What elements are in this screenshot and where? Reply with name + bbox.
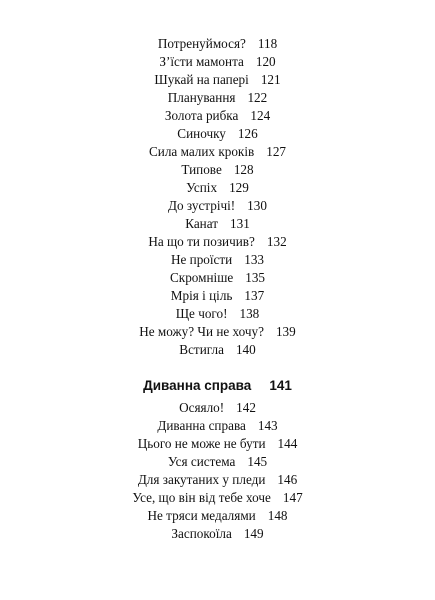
toc-entry-page: 131 — [230, 216, 250, 231]
toc-entry-title: Усе, що він від тебе хоче — [132, 490, 271, 505]
toc-entry-title: Мрія і ціль — [170, 288, 233, 303]
toc-entry-title: Не проїсти — [170, 252, 233, 267]
toc-entry — [0, 269, 435, 287]
toc-entry — [0, 89, 435, 107]
toc-entry-page: 130 — [247, 198, 267, 213]
toc-entry — [0, 107, 435, 125]
toc-entry — [0, 143, 435, 161]
toc-entry — [0, 251, 435, 269]
section-title: Диванна справа — [143, 378, 252, 393]
toc-entry-page: 126 — [237, 126, 258, 141]
toc-entry-page: 122 — [247, 90, 268, 105]
toc-entry-page: 135 — [245, 270, 265, 285]
toc-entry — [0, 287, 435, 305]
toc-entry-title: Ще чого! — [175, 306, 228, 321]
toc-entry — [0, 305, 435, 323]
toc-entry-title: Синочку — [177, 126, 226, 141]
toc-entry-page: 120 — [255, 54, 276, 69]
toc-entry-title: Сила малих кроків — [148, 144, 255, 159]
toc-entry-title: Уся система — [167, 454, 236, 469]
toc-entry — [0, 489, 435, 507]
toc-entry — [0, 323, 435, 341]
toc-entry-page: 127 — [266, 144, 286, 159]
toc-entry-page: 149 — [243, 526, 264, 541]
toc-entry — [0, 125, 435, 143]
toc-entry — [0, 161, 435, 179]
toc-entry — [0, 233, 435, 251]
toc-entry-page: 124 — [250, 108, 271, 123]
section-page: 141 — [269, 378, 292, 393]
toc-entry — [0, 71, 435, 89]
toc-entry-title: Потренуймося? — [157, 36, 246, 51]
toc-entry-title: До зустрічі! — [168, 198, 236, 213]
toc-entry — [0, 507, 435, 525]
toc-entry-page: 148 — [267, 508, 288, 523]
toc-entry-title: Планування — [167, 90, 236, 105]
toc-entry-title: Канат — [185, 216, 219, 231]
toc-entry-page: 132 — [266, 234, 287, 249]
toc-entry-page: 138 — [239, 306, 260, 321]
toc-entry-title: Типове — [181, 162, 222, 177]
section-heading — [0, 377, 435, 395]
toc-entry — [0, 399, 435, 417]
toc-entry-page: 128 — [233, 162, 254, 177]
toc-entry — [0, 341, 435, 359]
toc-entry-title: На що ти позичив? — [148, 234, 255, 249]
toc-entry-title: Успіх — [186, 180, 218, 195]
toc-entry-title: Для закутаних у пледи — [137, 472, 266, 487]
toc-entry — [0, 471, 435, 489]
toc-entry-page: 139 — [275, 324, 296, 339]
toc-entry — [0, 435, 435, 453]
toc-entry-page: 140 — [235, 342, 256, 357]
toc-entry — [0, 215, 435, 233]
toc-entry — [0, 417, 435, 435]
toc-entry-title: Осяяло! — [179, 400, 225, 415]
toc-entry-page: 146 — [277, 472, 298, 487]
toc-entry-title: Скромніше — [170, 270, 234, 285]
toc-entry-page: 129 — [229, 180, 249, 195]
toc-entry-title: Диванна справа — [157, 418, 246, 433]
toc-entry-title: Золота рибка — [164, 108, 239, 123]
toc-entry — [0, 525, 435, 543]
toc-entry-page: 133 — [244, 252, 265, 267]
toc-entry-page: 147 — [282, 490, 303, 505]
toc-entry-title: Не тряси медалями — [147, 508, 256, 523]
toc-entry — [0, 197, 435, 215]
toc-entry-page: 137 — [244, 288, 265, 303]
toc-entry-page: 121 — [260, 72, 281, 87]
toc-entry-title: Встигла — [179, 342, 224, 357]
toc-entry — [0, 453, 435, 471]
toc-entry-page: 143 — [257, 418, 278, 433]
toc-entry-title: Заспокоїла — [171, 526, 232, 541]
toc-entry-title: Не можу? Чи не хочу? — [139, 324, 264, 339]
toc-entry-page: 142 — [236, 400, 256, 415]
toc-entry-title: Цього не може не бути — [137, 436, 266, 451]
toc-entry — [0, 179, 435, 197]
toc-entry-page: 145 — [247, 454, 268, 469]
toc-entry-page: 118 — [257, 36, 278, 51]
toc-entry-title: Шукай на папері — [154, 72, 249, 87]
toc-entry — [0, 35, 435, 53]
toc-entry-page: 144 — [277, 436, 298, 451]
toc-entry-title: З’їсти мамонта — [159, 54, 244, 69]
toc-entry — [0, 53, 435, 71]
